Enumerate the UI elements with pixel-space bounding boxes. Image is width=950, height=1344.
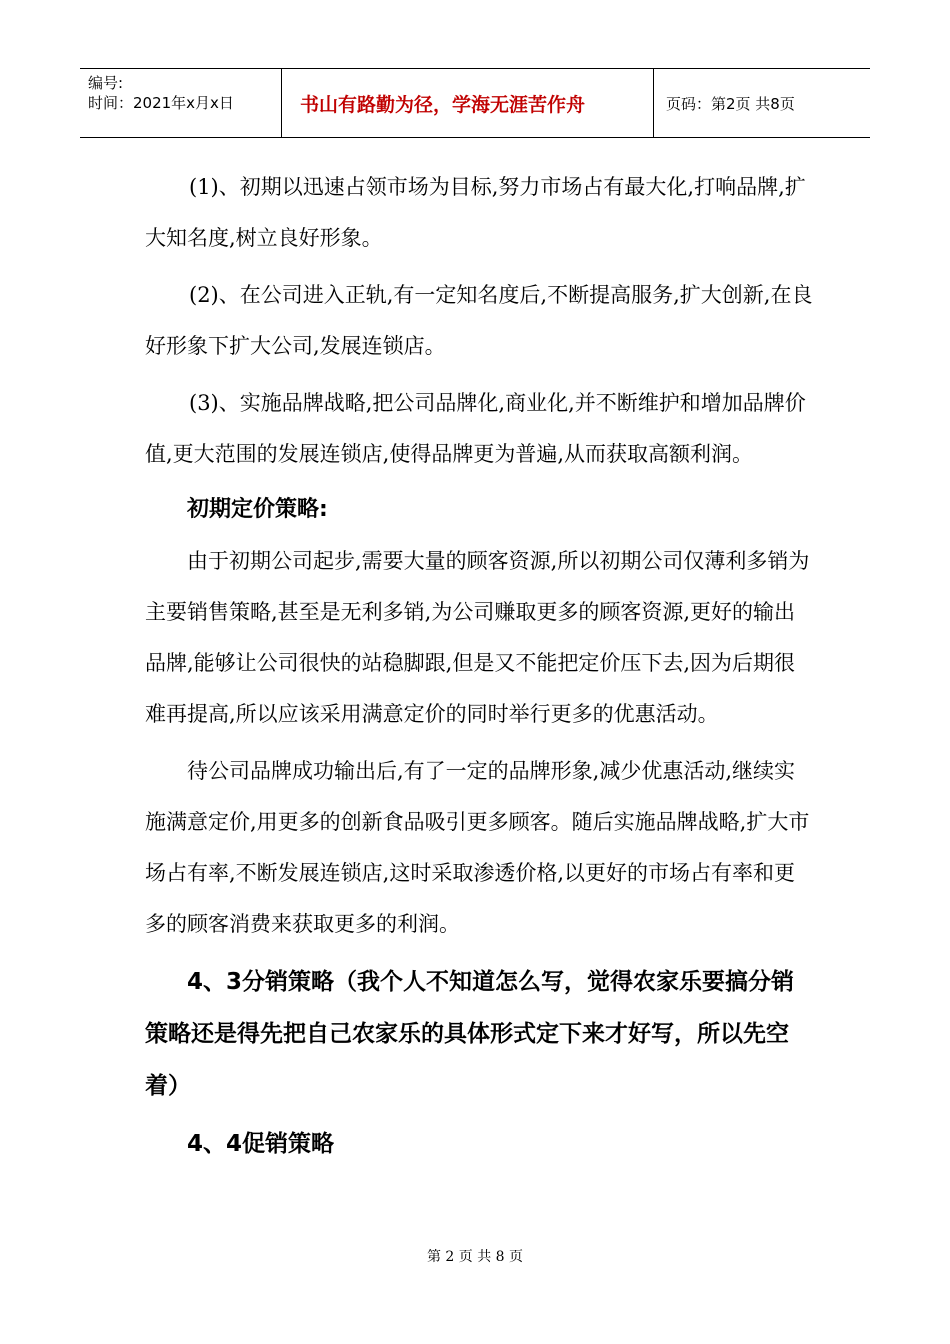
header-motto: 书山有路勤为径，学海无涯苦作舟	[282, 69, 654, 137]
number-label: 编号:	[88, 74, 124, 92]
heading-distribution-strategy: 4、3分销策略（我个人不知道怎么写，觉得农家乐要搞分销策略还是得先把自己农家乐的具体形式定下来才好写，所以先空着）	[145, 969, 795, 1099]
document-body	[145, 162, 815, 1170]
header-meta	[80, 69, 282, 137]
header-page-info: 页码：第2页 共8页	[666, 94, 795, 113]
paragraph-2: (2)、在公司进入正轨,有一定知名度后,不断提高服务,扩大创新,在良好形象下扩大公司,发展连锁店。	[145, 283, 813, 358]
paragraph-1: (1)、初期以迅速占领市场为目标,努力市场占有最大化,打响品牌,扩大知名度,树立良好形象。	[145, 175, 806, 250]
page-footer: 第 2 页 共 8 页	[426, 1249, 524, 1265]
paragraph-4: 由于初期公司起步,需要大量的顾客资源,所以初期公司仅薄利多销为主要销售策略,甚至是无利多销,为公司赚取更多的顾客资源,更好的输出品牌,能够让公司很快的站稳脚跟,但是又不能把定价压下去,因为后期很难再提高,所以应该采用满意定价的同时举行更多的优惠活动。	[145, 549, 810, 726]
paragraph-5: 待公司品牌成功输出后,有了一定的品牌形象,减少优惠活动,继续实施满意定价,用更多的创新食品吸引更多顾客。随后实施品牌战略,扩大市场占有率,不断发展连锁店,这时采取渗透价格,以更好的市场占有率和更多的顾客消费来获取更多的利润。	[145, 759, 810, 936]
page-header	[80, 68, 870, 138]
heading-initial-pricing: 初期定价策略:	[187, 497, 328, 522]
paragraph-3: (3)、实施品牌战略,把公司品牌化,商业化,并不断维护和增加品牌价值,更大范围的发展连锁店,使得品牌更为普遍,从而获取高额利润。	[145, 391, 806, 466]
heading-promotion-strategy: 4、4促销策略	[187, 1131, 335, 1157]
time-label: 时间：2021年x月x日	[88, 94, 234, 112]
